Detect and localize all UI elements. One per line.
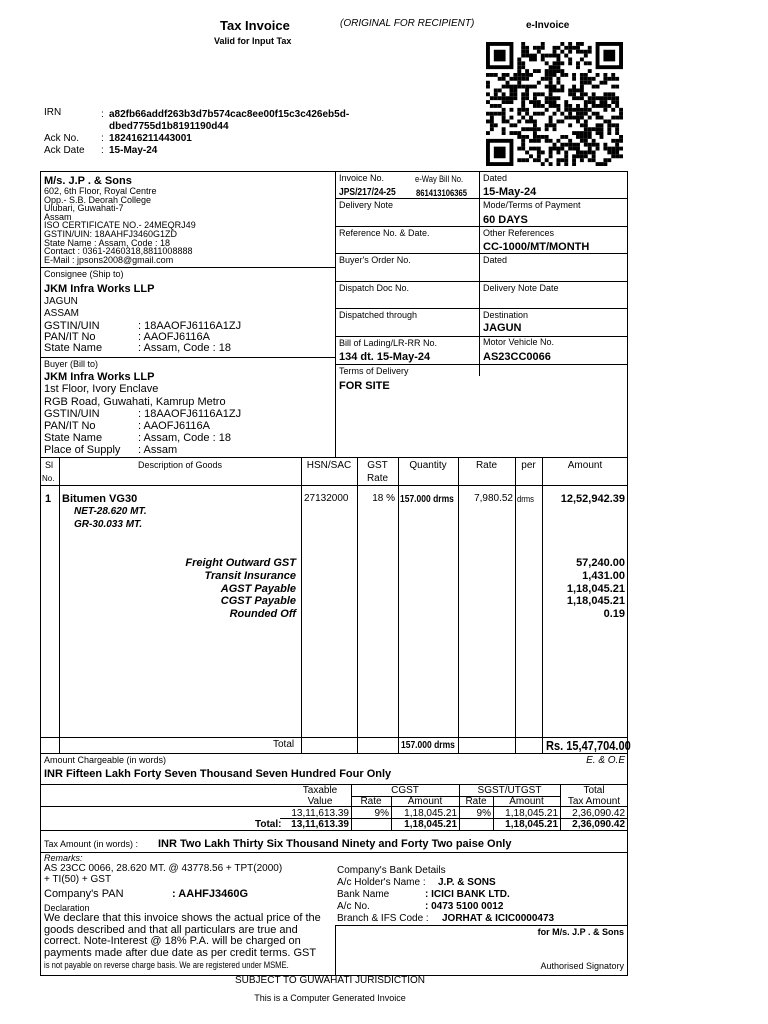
dispatch-doc-label: Dispatch Doc No. (339, 283, 410, 293)
buyer-section-label: Buyer (Bill to) (44, 359, 99, 369)
ack-date-value: 15-May-24 (109, 145, 158, 156)
tax-row-sgst-amount: 1,18,045.21 (505, 808, 558, 819)
bank-ac-label: A/c No. (337, 901, 370, 912)
consignee-pan-label: PAN/IT No (44, 331, 96, 343)
dated-label: Dated (483, 173, 508, 183)
amount-words-value: INR Fifteen Lakh Forty Seven Thousand Seven Hundred Four Only (44, 768, 392, 780)
tax-total-total: 2,36,090.42 (572, 819, 625, 830)
header-quantity: Quantity (409, 460, 447, 471)
remarks-line-1: AS 23CC 0066, 28.620 MT. @ 43778.56 + TPT(2000) (44, 863, 283, 874)
tax-words-label: Tax Amount (in words) : (44, 839, 139, 849)
buyer-name: JKM Infra Works LLP (44, 371, 155, 383)
header-per: per (521, 460, 536, 471)
company-pan-label: Company's PAN (44, 888, 124, 900)
item-quantity: 157.000 drms (400, 494, 454, 505)
tax-cgst-amount-label: Amount (407, 796, 443, 807)
bill-of-lading-label: Bill of Lading/LR-RR No. (339, 338, 438, 348)
tax-sgst-rate-label: Rate (465, 796, 487, 807)
declaration-label: Declaration (44, 903, 90, 913)
ack-no-value: 182416211443001 (109, 133, 192, 144)
consignee-pan-value: : AAOFJ6116A (138, 331, 210, 343)
dispatched-through-label: Dispatched through (339, 310, 418, 320)
terms-delivery-label: Terms of Delivery (339, 366, 409, 376)
buyers-order-label: Buyer's Order No. (339, 255, 411, 265)
buyer-pan-value: : AAOFJ6116A (138, 420, 210, 432)
invoice-no-label: Invoice No. (339, 173, 385, 183)
delivery-note-label: Delivery Note (339, 200, 394, 210)
buyer-line-2: RGB Road, Guwahati, Kamrup Metro (44, 396, 226, 408)
bank-ac-value: : 0473 5100 0012 (425, 901, 504, 912)
consignee-state-label: State Name (44, 342, 103, 354)
ack-no-label: Ack No. (44, 133, 80, 144)
tax-cgst-rate-label: Rate (360, 796, 382, 807)
mode-terms-value: 60 DAYS (483, 214, 528, 226)
item-net: NET-28.620 MT. (74, 506, 147, 517)
ack-no-sep: : (101, 133, 104, 144)
remarks-line-2: + TI(50) + GST (44, 874, 112, 885)
invoice-title: Tax Invoice (220, 18, 290, 33)
other-ref-label: Other References (483, 228, 555, 238)
dated2-label: Dated (483, 255, 508, 265)
irn-label: IRN (44, 107, 62, 118)
tax-taxable-label-2: Value (307, 796, 333, 807)
bank-name-value: : ICICI BANK LTD. (425, 889, 510, 900)
copy-label: (ORIGINAL FOR RECIPIENT) (340, 18, 475, 29)
buyer-state-value: : Assam, Code : 18 (138, 432, 231, 444)
tax-total-label-2: Tax Amount (567, 796, 621, 807)
tax-row-cgst-amount: 1,18,045.21 (404, 808, 457, 819)
buyer-pos-value: : Assam (138, 444, 178, 456)
tax-sgst-amount-label: Amount (509, 796, 544, 807)
tax-row-taxable: 13,11,613.39 (291, 808, 349, 819)
tax-total-row-label: Total: (255, 819, 282, 830)
company-pan-value: : AAHFJ3460G (172, 888, 249, 900)
seller-name: M/s. J.P . & Sons (44, 175, 132, 187)
bank-title: Company's Bank Details (337, 865, 446, 876)
item-sl: 1 (45, 493, 52, 505)
delivery-note-date-label: Delivery Note Date (483, 283, 559, 293)
tax-cgst-label: CGST (391, 785, 419, 796)
tax-total-taxable: 13,11,613.39 (291, 819, 349, 830)
eway-label: e-Way Bill No. (415, 174, 464, 184)
tax-taxable-label-1: Taxable (302, 785, 338, 796)
consignee-line-2: ASSAM (44, 308, 80, 319)
bank-ifs-value: JORHAT & ICIC0000473 (442, 913, 555, 924)
header-description: Description of Goods (137, 460, 223, 470)
buyer-pan-label: PAN/IT No (44, 420, 96, 432)
tax-total-cgst: 1,18,045.21 (404, 819, 457, 830)
consignee-gstin-value: : 18AAOFJ6116A1ZJ (138, 320, 242, 332)
terms-delivery-value: FOR SITE (339, 380, 390, 392)
tax-total-sgst: 1,18,045.21 (505, 819, 558, 830)
einvoice-label: e-Invoice (526, 20, 570, 31)
eway-value: 861413106365 (416, 188, 468, 198)
motor-vehicle-label: Motor Vehicle No. (483, 337, 555, 347)
bank-holder-label: A/c Holder's Name : (337, 877, 426, 888)
other-ref-value: CC-1000/MT/MONTH (483, 241, 590, 253)
header-gst-rate: Rate (366, 473, 389, 484)
declaration-small: is not payable on reverse charge basis. We are registered under MSME. (44, 960, 289, 970)
item-name: Bitumen VG30 (62, 493, 138, 505)
buyer-state-label: State Name (44, 432, 103, 444)
destination-value: JAGUN (483, 322, 522, 334)
charges-amounts: 57,240.00 1,431.00 1,18,045.21 1,18,045.21 0.19 (566, 557, 625, 621)
seller-address: 602, 6th Floor, Royal Centre Opp.- S.B. Deorah College Ulubari, Guwahati-7 Assam ISO CERTIFICATE NO.- 24MEQRJ49 GSTIN/UIN: 18AAHFJ3460G1ZD State Name : Assam, Code : 18 Contact : 0361-2460318,8811008888 E-Mail : jpsons2008@gmail.com (44, 186, 196, 265)
header-amount: Amount (567, 460, 603, 471)
irn-sep: : (101, 109, 104, 120)
item-gst-rate: 18 % (372, 493, 395, 504)
bank-ifs-label: Branch & IFS Code : (337, 913, 429, 924)
amount-words-label: Amount Chargeable (in words) (44, 755, 167, 765)
buyer-pos-label: Place of Supply (44, 444, 121, 456)
tax-row-sgst-rate: 9% (476, 808, 491, 819)
reference-label: Reference No. & Date. (339, 228, 430, 238)
total-amount: Rs. 15,47,704.00 (546, 738, 631, 753)
consignee-gstin-label: GSTIN/UIN (44, 320, 100, 332)
for-company-label: for M/s. J.P . & Sons (537, 927, 624, 937)
tax-words-value: INR Two Lakh Thirty Six Thousand Ninety and Forty Two paise Only (158, 838, 512, 850)
total-quantity: 157.000 drms (401, 740, 455, 751)
tax-row-cgst-rate: 9% (374, 808, 389, 819)
irn-value-2: dbed7755d1b8191190d44 (109, 121, 229, 132)
item-hsn: 27132000 (304, 493, 349, 504)
item-rate: 7,980.52 (474, 493, 513, 504)
total-label: Total (273, 739, 295, 750)
ack-date-label: Ack Date (44, 145, 85, 156)
authorised-signatory: Authorised Signatory (540, 961, 624, 971)
consignee-state-value: : Assam, Code : 18 (138, 342, 231, 354)
bank-holder-value: J.P. & SONS (438, 877, 496, 888)
destination-label: Destination (483, 310, 529, 320)
invoice-no-value: JPS/217/24-25 (339, 187, 396, 198)
declaration-text: We declare that this invoice shows the actual price of the goods described and that all particulars are true and correct. Note-Interest @ 18% P.A. will be charged on payments made after due date as per credit terms. GST (44, 912, 321, 959)
tax-row-total: 2,36,090.42 (572, 808, 625, 819)
item-gr: GR-30.033 MT. (74, 519, 143, 530)
header-gst: GST (367, 460, 388, 471)
buyer-gstin-label: GSTIN/UIN (44, 408, 100, 420)
jurisdiction-note: SUBJECT TO GUWAHATI JURISDICTION (234, 975, 425, 986)
charges-labels: Freight Outward GST Transit Insurance AGST Payable CGST Payable Rounded Off (185, 557, 296, 621)
header-rate: Rate (475, 460, 498, 471)
header-hsn: HSN/SAC (306, 460, 352, 471)
consignee-line-1: JAGUN (44, 296, 78, 307)
remarks-label: Remarks: (44, 853, 83, 863)
buyer-line-1: 1st Floor, Ivory Enclave (44, 383, 159, 395)
consignee-section-label: Consignee (Ship to) (44, 269, 124, 279)
eoe-label: E. & O.E (586, 755, 625, 766)
invoice-subtitle: Valid for Input Tax (214, 36, 292, 46)
computer-generated-note: This is a Computer Generated Invoice (254, 993, 406, 1003)
irn-value-1: a82fb66addf263b3d7b574cac8ee00f15c3c426eb5d- (109, 109, 350, 120)
tax-sgst-label: SGST/UTGST (477, 785, 542, 796)
item-per: drms (517, 494, 534, 504)
header-no: No. (42, 474, 55, 483)
mode-terms-label: Mode/Terms of Payment (483, 200, 581, 210)
item-amount: 12,52,942.39 (560, 493, 625, 505)
header-sl: Sl (45, 460, 54, 470)
ack-date-sep: : (101, 145, 104, 156)
tax-total-label-1: Total (583, 785, 605, 796)
bill-of-lading-value: 134 dt. 15-May-24 (339, 351, 431, 363)
qr-code-icon (486, 42, 623, 166)
consignee-name: JKM Infra Works LLP (44, 283, 155, 295)
buyer-gstin-value: : 18AAOFJ6116A1ZJ (138, 408, 242, 420)
motor-vehicle-value: AS23CC0066 (483, 351, 551, 363)
bank-name-label: Bank Name (337, 889, 390, 900)
dated-value: 15-May-24 (483, 186, 537, 198)
